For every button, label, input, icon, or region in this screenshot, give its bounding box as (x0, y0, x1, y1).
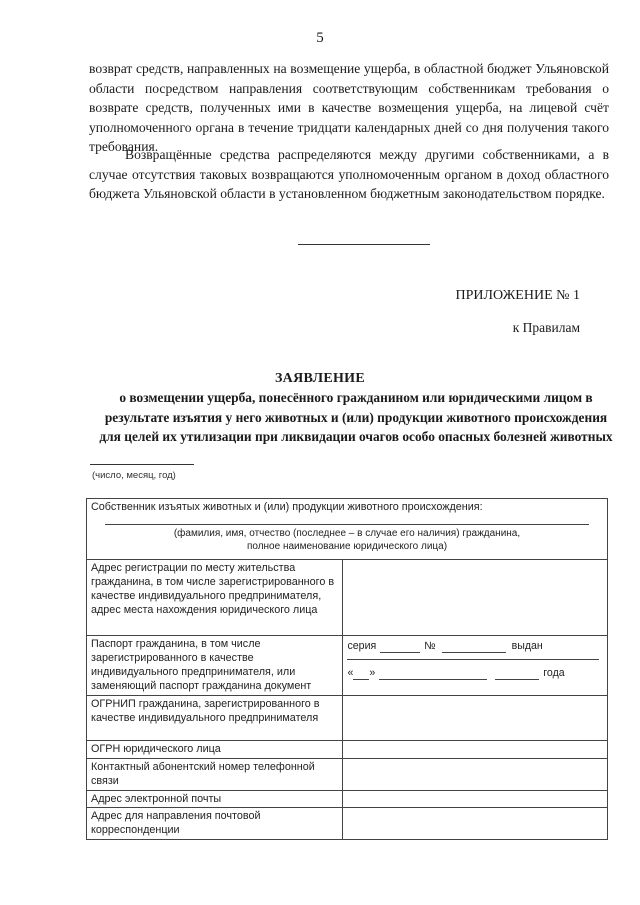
passport-field[interactable] (343, 636, 608, 696)
owner-hint-line-1: (фамилия, имя, отчество (последнее – в случае его наличия) гражданина, (173, 528, 521, 539)
passport-number-label: № (424, 640, 436, 652)
passport-day-blank[interactable] (353, 669, 369, 680)
passport-series-blank[interactable] (380, 642, 420, 653)
passport-number-blank[interactable] (442, 642, 506, 653)
date-field-label: (число, месяц, год) (92, 470, 176, 481)
passport-year-blank[interactable] (495, 669, 539, 680)
body-paragraph-2: Возвращённые средства распределяются между другими собственниками, а в случае отсутствия таковых возвращаются уполномоченным органом в доход областного бюджета Ульяновской области в установленном бюджетным законодательством порядке. (89, 147, 609, 201)
date-quote-close: » (369, 667, 376, 679)
owner-label: Собственник изъятых животных и (или) продукции животного происхождения: (91, 501, 483, 513)
phone-field[interactable] (343, 759, 608, 791)
date-field-line[interactable] (90, 464, 194, 465)
email-field[interactable] (343, 791, 608, 808)
passport-month-blank[interactable] (379, 669, 487, 680)
postal-address-label: Адрес для направления почтовой корреспонденции (87, 808, 343, 840)
owner-name-line[interactable] (105, 516, 589, 525)
appendix-reference: к Правилам (512, 320, 580, 335)
passport-label: Паспорт гражданина, в том числе зарегистрированного в качестве индивидуального предпринимателя, или заменяющий паспорт гражданина документ (87, 636, 343, 696)
owner-hint-line-2: полное наименование юридического лица) (246, 541, 448, 552)
ogrnip-label: ОГРНИП гражданина, зарегистрированного в качестве индивидуального предпринимателя (87, 696, 343, 741)
statement-title: ЗАЯВЛЕНИЕ (274, 371, 365, 386)
date-quote-open: « (347, 667, 354, 679)
ogrnip-field[interactable] (343, 696, 608, 741)
ogrn-label: ОГРН юридического лица (87, 741, 343, 759)
email-label: Адрес электронной почты (87, 791, 343, 808)
statement-subtitle: о возмещении ущерба, понесённого гражданином или юридическими лицом в результате изъятия у него животных и (или) продукции животного происхождения для целей их утилизации при ликвидации очагов особо опасных болезней животных (99, 390, 613, 444)
ogrn-field[interactable] (343, 741, 608, 759)
application-form-table (86, 498, 608, 840)
owner-cell (87, 499, 608, 560)
passport-issuer-line[interactable] (347, 653, 599, 660)
body-paragraph-1: возврат средств, направленных на возмещение ущерба, в областной бюджет Ульяновской области посредством направления соответствующим собственникам требования о возврате средств, полученных ими в качестве возмещения ущерба, на лицевой счёт уполномоченного органа в течение тридцати календарных дней со дня получения такого требования. (89, 61, 609, 154)
phone-label: Контактный абонентский номер телефонной связи (87, 759, 343, 791)
registration-address-label: Адрес регистрации по месту жительства гражданина, в том числе зарегистрированного в качестве индивидуального предпринимателя, адрес места нахождения юридического лица (87, 560, 343, 636)
registration-address-field[interactable] (343, 560, 608, 636)
appendix-title: ПРИЛОЖЕНИЕ № 1 (455, 288, 580, 303)
passport-year-label: года (543, 667, 565, 679)
passport-issued-label: выдан (511, 640, 543, 652)
passport-series-label: серия (347, 640, 377, 652)
section-separator (298, 244, 430, 245)
page-number: 5 (316, 30, 324, 46)
postal-address-field[interactable] (343, 808, 608, 840)
